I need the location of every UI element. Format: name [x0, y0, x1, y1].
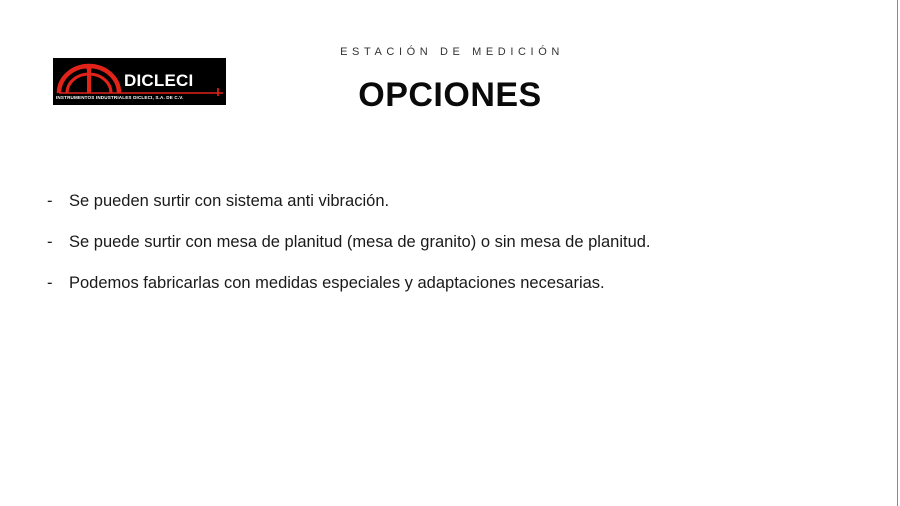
- bullet-text: Se pueden surtir con sistema anti vibración.: [69, 192, 390, 210]
- bullet-dash: -: [47, 274, 53, 292]
- list-item: [47, 231, 867, 272]
- options-list: [47, 190, 867, 313]
- bullet-dash: -: [47, 192, 53, 210]
- list-item: [47, 190, 867, 231]
- logo-tagline: INSTRUMENTOS INDUSTRIALES DICLECI, S.A. DE C.V.: [56, 95, 184, 100]
- list-item: [47, 272, 867, 313]
- page-subtitle: ESTACIÓN DE MEDICIÓN: [340, 46, 564, 58]
- logo-name: DICLECI: [124, 71, 194, 90]
- bullet-dash: -: [47, 233, 53, 251]
- bullet-text: Se puede surtir con mesa de planitud (mesa de granito) o sin mesa de planitud.: [69, 233, 651, 251]
- page-title: OPCIONES: [358, 76, 542, 114]
- bullet-text: Podemos fabricarlas con medidas especiales y adaptaciones necesarias.: [69, 274, 605, 292]
